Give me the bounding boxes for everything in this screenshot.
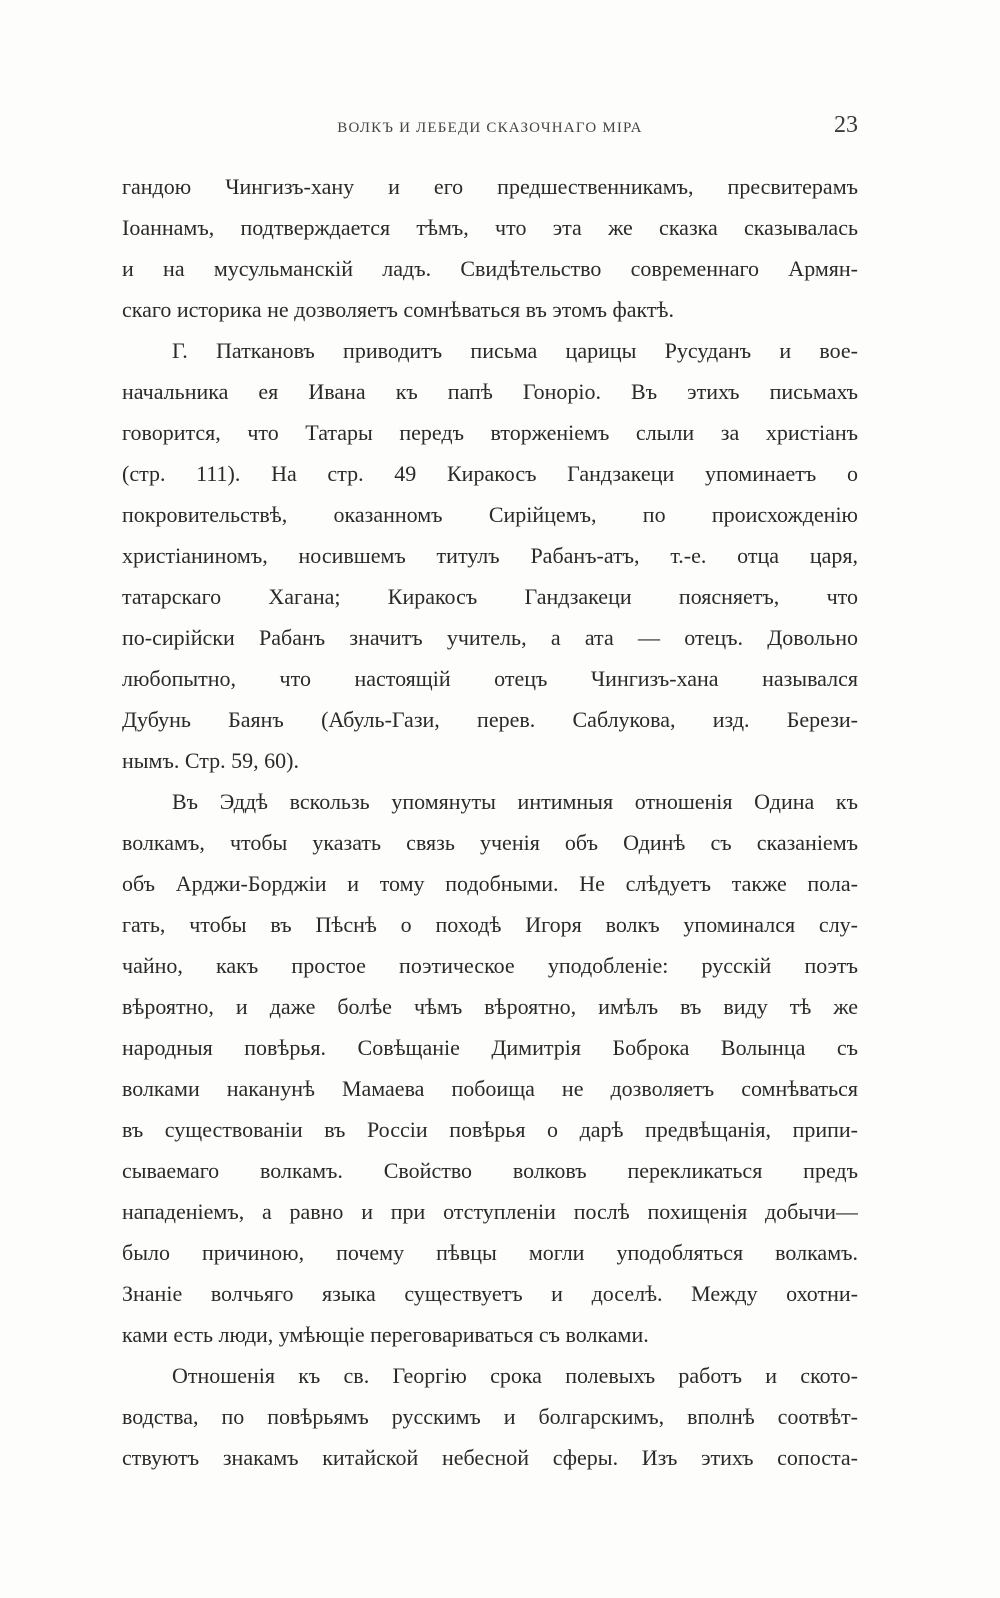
text-line: Дубунь Баянъ (Абуль-Гази, перев. Саблукова, изд. Берези- [122,707,858,732]
text-line: по-сирійски Рабанъ значитъ учитель, а ата — отецъ. Довольно [122,625,858,650]
text-line: чайно, какъ простое поэтическое уподобленіе: русскій поэтъ [122,953,858,978]
text-line: нападеніемъ, а равно и при отступленіи послѣ похищенія добычи— [122,1199,858,1224]
paragraph [122,330,858,781]
text-line: въ существованіи въ Россіи повѣрья о дарѣ предвѣщанія, припи- [122,1117,858,1142]
text-line: скаго историка не дозволяетъ сомнѣваться въ этомъ фактѣ. [122,297,674,322]
text-line: Іоаннамъ, подтверждается тѣмъ, что эта же сказка сказывалась [122,215,858,240]
text-line: начальника ея Ивана къ папѣ Гоноріо. Въ этихъ письмахъ [122,379,858,404]
text-line: (стр. 111). На стр. 49 Киракосъ Гандзакеци упоминаетъ о [122,461,858,486]
body-text [122,166,858,1478]
text-line: нымъ. Стр. 59, 60). [122,748,299,773]
text-line: ствуютъ знакамъ китайской небесной сферы. Изъ этихъ сопоста- [122,1445,858,1470]
text-line: татарскаго Хагана; Киракосъ Гандзакеци поясняетъ, что [122,584,858,609]
text-line: любопытно, что настоящій отецъ Чингизъ-хана назывался [122,666,858,691]
page-header [122,112,858,148]
text-line: покровительствѣ, оказанномъ Сирійцемъ, по происхожденію [122,502,858,527]
running-title: ВОЛКЪ И ЛЕБЕДИ СКАЗОЧНАГО МІРА [337,120,643,136]
text-line: ками есть люди, умѣющіе переговариваться съ волками. [122,1322,649,1347]
text-line: Въ Эддѣ вскользь упомянуты интимныя отношенія Одина къ [172,789,858,814]
paragraph [122,781,858,1355]
page-number: 23 [834,112,858,138]
text-line: волкамъ, чтобы указать связь ученія объ Одинѣ съ сказаніемъ [122,830,858,855]
text-line: водства, по повѣрьямъ русскимъ и болгарскимъ, вполнѣ соотвѣт- [122,1404,858,1429]
text-line: гандою Чингизъ-хану и его предшественникамъ, пресвитерамъ [122,174,858,199]
text-line: волками наканунѣ Мамаева побоища не дозволяетъ сомнѣваться [122,1076,858,1101]
text-line: объ Арджи-Борджіи и тому подобными. Не слѣдуетъ также пола- [122,871,858,896]
paragraph [122,166,858,330]
text-line: гать, чтобы въ Пѣснѣ о походѣ Игоря волкъ упоминался слу- [122,912,858,937]
text-line: народныя повѣрья. Совѣщаніе Димитрія Боброка Волынца съ [122,1035,858,1060]
text-line: Знаніе волчьяго языка существуетъ и доселѣ. Между охотни- [122,1281,858,1306]
text-line: сываемаго волкамъ. Свойство волковъ перекликаться предъ [122,1158,858,1183]
text-line: и на мусульманскій ладъ. Свидѣтельство современнаго Армян- [122,256,858,281]
text-line: вѣроятно, и даже болѣе чѣмъ вѣроятно, имѣлъ въ виду тѣ же [122,994,858,1019]
text-line: говорится, что Татары передъ вторженіемъ слыли за христіанъ [122,420,858,445]
paragraph [122,1355,858,1478]
text-line: было причиною, почему пѣвцы могли уподобляться волкамъ. [122,1240,858,1265]
text-line: христіаниномъ, носившемъ титулъ Рабанъ-атъ, т.-е. отца царя, [122,543,858,568]
text-line: Г. Паткановъ приводитъ письма царицы Русуданъ и вое- [172,338,858,363]
text-line: Отношенія къ св. Георгію срока полевыхъ работъ и ското- [172,1363,858,1388]
